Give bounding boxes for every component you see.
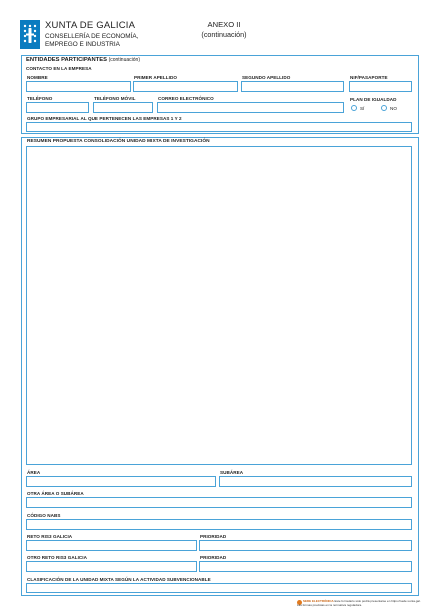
segundo-apellido-label: SEGUNDO APELLIDO [242,75,291,80]
reto-ris3-field[interactable] [26,540,197,551]
summary-title: RESUMEN PROPUESTA CONSOLIDACIÓN UNIDAD MIXTA DE INVESTIGACIÓN [27,139,210,144]
prioridad-2-field[interactable] [199,561,412,572]
annex-title: ANEXO II [207,20,241,29]
otra-area-label: OTRA ÁREA O SUBÁREA [27,491,84,496]
footer-note [297,600,421,607]
plan-no-radio[interactable] [381,105,387,111]
telefono-label: TELÉFONO [27,96,53,101]
primer-apellido-label: PRIMER APELLIDO [134,75,177,80]
contact-heading: CONTACTO EN LA EMPRESA [26,66,92,71]
summary-text-area[interactable] [26,146,412,465]
codigo-nabs-label: CÓDIGO NABS [27,513,61,518]
clasificacion-label: CLASIFICACIÓN DE LA UNIDAD MIXTA SEGÚN LA ACTIVIDAD SUBVENCIONABLE [27,577,211,582]
xunta-logo-icon [20,20,40,49]
org-department [45,33,138,49]
grupo-empresarial-label: GRUPO EMPRESARIAL AL QUE PERTENECEN LAS EMPRESAS 1 Y 2 [27,116,182,121]
correo-label: CORREO ELECTRÓNICO [158,96,214,101]
dept-line-2: EMPREGO E INDUSTRIA [45,41,120,48]
plan-si-label: SÍ [360,106,365,111]
prioridad-2-label: PRIORIDAD [200,555,227,560]
clasificacion-field[interactable] [26,583,412,593]
plan-si-radio[interactable] [351,105,357,111]
org-name: XUNTA DE GALICIA [45,20,136,31]
dept-line-1: CONSELLERÍA DE ECONOMÍA, [45,33,139,40]
annex-subtitle: (continuación) [201,30,247,39]
nif-field[interactable] [349,81,412,92]
area-label: ÁREA [27,470,41,475]
telefono-movil-label: TELÉFONO MÓVIL [94,96,136,101]
codigo-nabs-field[interactable] [26,519,412,530]
nombre-label: NOMBRE [27,75,48,80]
entities-title [26,57,140,63]
segundo-apellido-field[interactable] [241,81,344,92]
grupo-empresarial-field[interactable] [26,122,412,132]
footer-text: Este formulario sólo podrá presentarse en https://sede.xunta.gal. Las formas previstas en la normativa reguladora. [297,599,421,607]
subarea-label: SUBÁREA [220,470,244,475]
telefono-field[interactable] [26,102,89,113]
nombre-field[interactable] [26,81,131,92]
primer-apellido-field[interactable] [133,81,238,92]
otro-reto-field[interactable] [26,561,197,572]
footer-brand: SEDE ELECTRÓNICA [303,599,334,603]
area-field[interactable] [26,476,216,487]
otro-reto-label: OTRO RETO RIS3 GALICIA [27,555,87,560]
prioridad-label: PRIORIDAD [200,534,227,539]
telefono-movil-field[interactable] [93,102,153,113]
subarea-field[interactable] [219,476,412,487]
otra-area-field[interactable] [26,497,412,508]
correo-field[interactable] [157,102,344,113]
prioridad-field[interactable] [199,540,412,551]
entities-title-text: ENTIDADES PARTICIPANTES [26,57,107,63]
plan-igualdad-label: PLAN DE IGUALDAD [350,97,397,102]
reto-ris3-label: RETO RIS3 GALICIA [27,534,73,539]
nif-label: NIF/PASAPORTE [350,75,388,80]
entities-title-suffix: (continuación) [108,57,140,63]
plan-no-label: NO [390,106,397,111]
